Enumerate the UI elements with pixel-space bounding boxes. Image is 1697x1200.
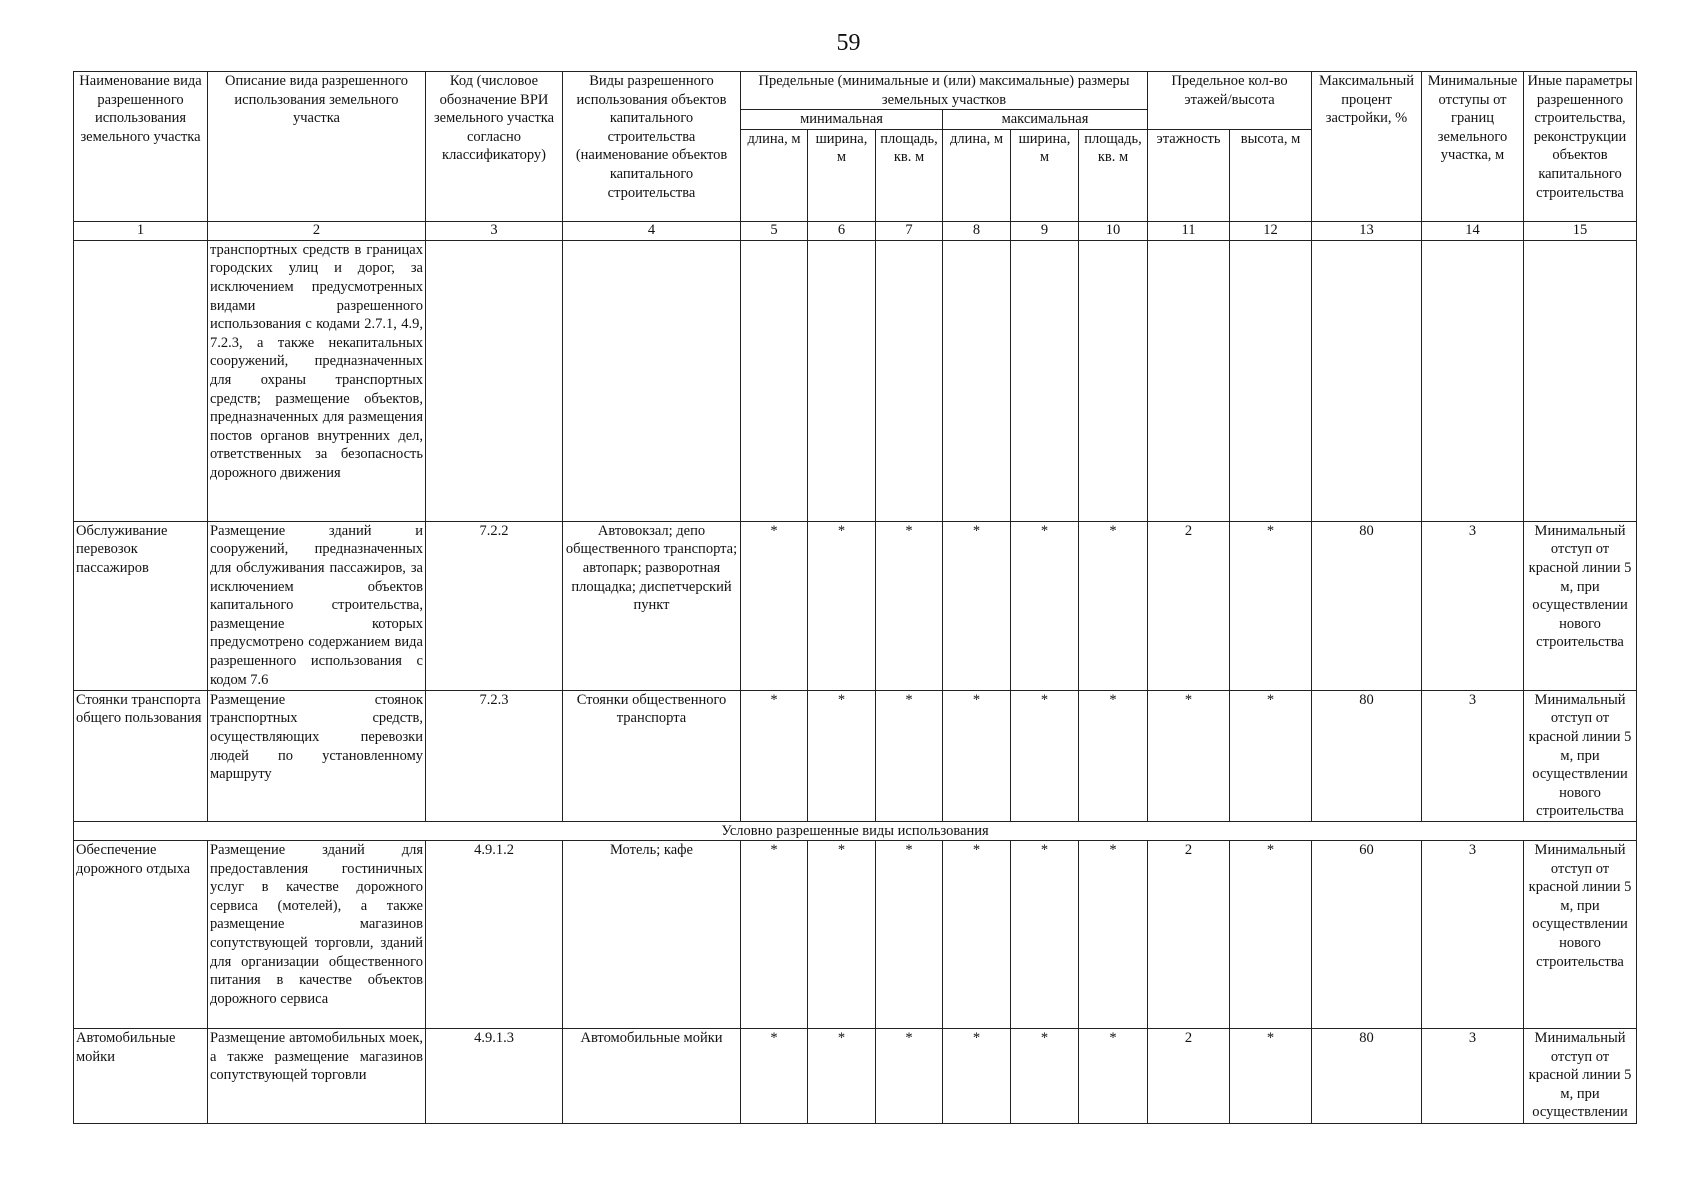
table-row	[74, 521, 1637, 690]
row-min-width: *	[808, 1028, 876, 1123]
header-min-area: площадь, кв. м	[876, 129, 943, 221]
col-number: 2	[208, 221, 426, 240]
row-min-width: *	[808, 690, 876, 821]
row-floors: 2	[1148, 1028, 1230, 1123]
header-maximum: максимальная	[943, 110, 1148, 130]
row-code: 4.9.1.3	[426, 1028, 563, 1123]
row-max-width: *	[1011, 690, 1079, 821]
row-min-width: *	[808, 521, 876, 690]
row-min-width: *	[808, 840, 876, 1028]
row-max-width: *	[1011, 840, 1079, 1028]
row-max-length: *	[943, 690, 1011, 821]
row-other: Минимальный отступ от красной линии 5 м, при осуществлении нового строительства	[1524, 690, 1637, 821]
row-other: Минимальный отступ от красной линии 5 м, при осуществлении нового строительства	[1524, 840, 1637, 1028]
row-code: 4.9.1.2	[426, 840, 563, 1028]
table-row	[74, 840, 1637, 1028]
row-height: *	[1230, 521, 1312, 690]
header-height: высота, м	[1230, 129, 1312, 221]
row-setback: 3	[1422, 521, 1524, 690]
section-title: Условно разрешенные виды использования	[74, 821, 1637, 840]
row-min-length: *	[741, 690, 808, 821]
col-number: 4	[563, 221, 741, 240]
header-max-width: ширина, м	[1011, 129, 1079, 221]
row-objects: Автомобильные мойки	[563, 1028, 741, 1123]
col-number: 9	[1011, 221, 1079, 240]
col-number: 8	[943, 221, 1011, 240]
row-name: Автомобильные мойки	[74, 1028, 208, 1123]
row-height: *	[1230, 840, 1312, 1028]
header-name: Наименование вида разрешенного использования земельного участка	[74, 72, 208, 222]
col-number: 12	[1230, 221, 1312, 240]
col-number: 6	[808, 221, 876, 240]
col-number: 5	[741, 221, 808, 240]
row-name: Стоянки транспорта общего пользования	[74, 690, 208, 821]
row-max-area: *	[1079, 690, 1148, 821]
header-min-setbacks: Минимальные отступы от границ земельного участка, м	[1422, 72, 1524, 222]
zoning-table	[73, 71, 1637, 1124]
row-objects: Мотель; кафе	[563, 840, 741, 1028]
row-max-area: *	[1079, 1028, 1148, 1123]
header-max-coverage: Максимальный процент застройки, %	[1312, 72, 1422, 222]
row-max-area: *	[1079, 840, 1148, 1028]
header-objects: Виды разрешенного использования объектов капитального строительства (наименование объектов капитального строительства	[563, 72, 741, 222]
row-max-width: *	[1011, 521, 1079, 690]
col-number: 15	[1524, 221, 1637, 240]
row-max-length: *	[943, 1028, 1011, 1123]
row-coverage: 80	[1312, 1028, 1422, 1123]
header-max-area: площадь, кв. м	[1079, 129, 1148, 221]
header-description: Описание вида разрешенного использования земельного участка	[208, 72, 426, 222]
row-min-length: *	[741, 1028, 808, 1123]
row-floors: 2	[1148, 521, 1230, 690]
row-name: Обслуживание перевозок пассажиров	[74, 521, 208, 690]
table-row	[74, 690, 1637, 821]
row-code: 7.2.2	[426, 521, 563, 690]
header-min-length: длина, м	[741, 129, 808, 221]
header-other-params: Иные параметры разрешенного строительства, реконструкции объектов капитального строительства	[1524, 72, 1637, 222]
col-number: 14	[1422, 221, 1524, 240]
row-height: *	[1230, 690, 1312, 821]
row-setback: 3	[1422, 1028, 1524, 1123]
row-setback: 3	[1422, 690, 1524, 821]
row-min-area: *	[876, 840, 943, 1028]
row-max-length: *	[943, 840, 1011, 1028]
row-min-length: *	[741, 840, 808, 1028]
row-name: Обеспечение дорожного отдыха	[74, 840, 208, 1028]
row-objects: Стоянки общественного транспорта	[563, 690, 741, 821]
row-min-area: *	[876, 521, 943, 690]
row-description: Размещение зданий для предоставления гостиничных услуг в качестве дорожного сервиса (мотелей), а также размещение магазинов сопутствующей торговли, зданий для организации общественного питания в качестве объектов дорожного сервиса	[208, 840, 426, 1028]
row-objects: Автовокзал; депо общественного транспорта; автопарк; разворотная площадка; диспетчерский пункт	[563, 521, 741, 690]
row-floors: 2	[1148, 840, 1230, 1028]
header-floors: этажность	[1148, 129, 1230, 221]
table-row-continuation	[74, 240, 1637, 521]
row-description: Размещение автомобильных моек, а также размещение магазинов сопутствующей торговли	[208, 1028, 426, 1123]
col-number: 13	[1312, 221, 1422, 240]
row-other: Минимальный отступ от красной линии 5 м, при осуществлении нового строительства	[1524, 521, 1637, 690]
header-code: Код (числовое обозначение ВРИ земельного участка согласно классификатору)	[426, 72, 563, 222]
header-max-length: длина, м	[943, 129, 1011, 221]
row-coverage: 80	[1312, 521, 1422, 690]
col-number: 7	[876, 221, 943, 240]
row-min-length: *	[741, 521, 808, 690]
col-number: 1	[74, 221, 208, 240]
row-description: Размещение стоянок транспортных средств, осуществляющих перевозки людей по установленному маршруту	[208, 690, 426, 821]
row-floors: *	[1148, 690, 1230, 821]
row-min-area: *	[876, 690, 943, 821]
page-number: 59	[836, 30, 861, 56]
row-description: транспортных средств в границах городских улиц и дорог, за исключением предусмотренных видами разрешенного использования с кодами 2.7.1, 4.9, 7.2.3, а также некапитальных сооружений, предназначенных для охраны транспортных средств; размещение объектов, предназначенных для размещения постов органов внутренних дел, ответственных за безопасность дорожного движения	[208, 240, 426, 521]
row-setback: 3	[1422, 840, 1524, 1028]
header-floors-height: Предельное кол-во этажей/высота	[1148, 72, 1312, 130]
row-other: Минимальный отступ от красной линии 5 м, при осуществлении	[1524, 1028, 1637, 1123]
row-max-area: *	[1079, 521, 1148, 690]
row-height: *	[1230, 1028, 1312, 1123]
header-plot-sizes: Предельные (минимальные и (или) максимальные) размеры земельных участков	[741, 72, 1148, 110]
row-coverage: 80	[1312, 690, 1422, 821]
column-numbers-row	[74, 221, 1637, 240]
row-description: Размещение зданий и сооружений, предназначенных для обслуживания пассажиров, за исключением объектов капитального строительства, размещение которых предусмотрено содержанием вида разрешенного использования с кодом 7.6	[208, 521, 426, 690]
table-row	[74, 1028, 1637, 1123]
header-minimum: минимальная	[741, 110, 943, 130]
row-coverage: 60	[1312, 840, 1422, 1028]
col-number: 10	[1079, 221, 1148, 240]
header-min-width: ширина, м	[808, 129, 876, 221]
row-max-length: *	[943, 521, 1011, 690]
col-number: 3	[426, 221, 563, 240]
row-min-area: *	[876, 1028, 943, 1123]
col-number: 11	[1148, 221, 1230, 240]
row-max-width: *	[1011, 1028, 1079, 1123]
row-code: 7.2.3	[426, 690, 563, 821]
